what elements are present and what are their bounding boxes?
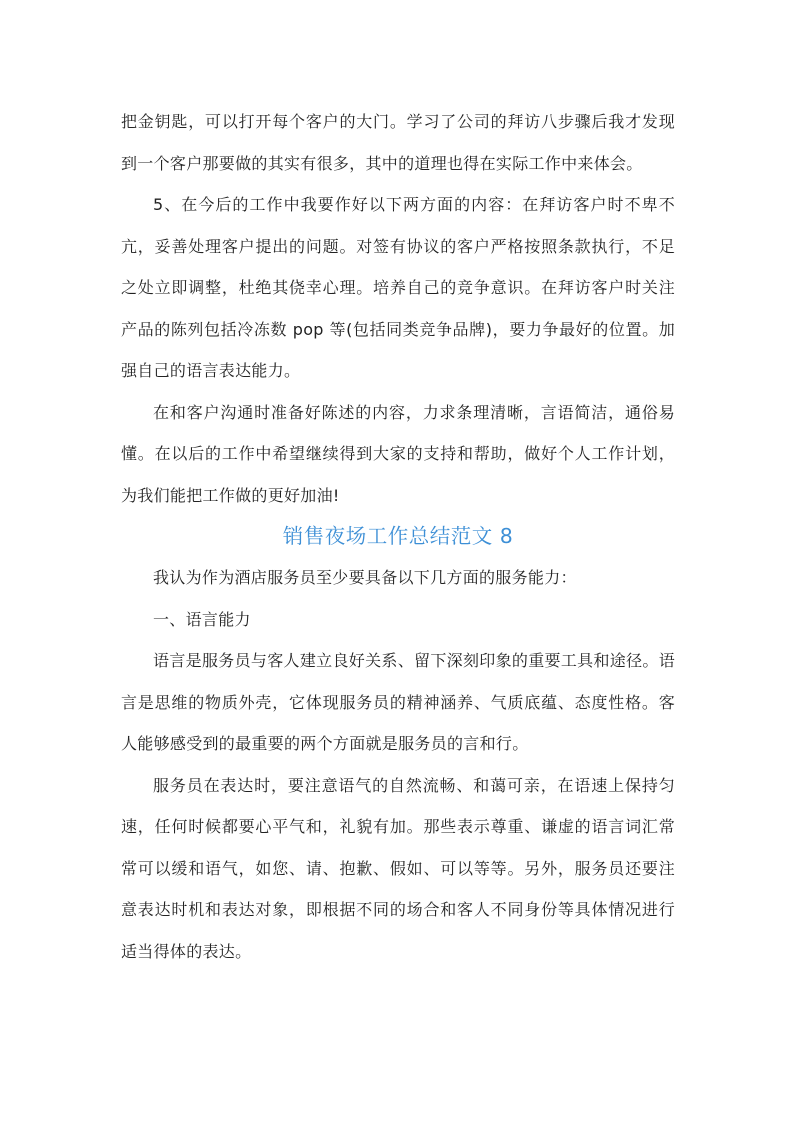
paragraph-closing: 在和客户沟通时准备好陈述的内容，力求条理清晰，言语简洁，通俗易懂。在以后的工作中希望继续得到大家的支持和帮助，做好个人工作计划，为我们能把工作做的更好加油! xyxy=(121,402,675,505)
paragraph-intro: 我认为作为酒店服务员至少要具备以下几方面的服务能力： xyxy=(153,568,577,587)
document-body xyxy=(121,101,675,972)
section-heading: 销售夜场工作总结范文 8 xyxy=(282,524,514,548)
paragraph-continuation: 把金钥匙，可以打开每个客户的大门。学习了公司的拜访八步骤后我才发现到一个客户那要做的其实有很多，其中的道理也得在实际工作中来体会。 xyxy=(121,112,675,173)
paragraph-item-5: 5、在今后的工作中我要作好以下两方面的内容：在拜访客户时不卑不亢，妥善处理客户提出的问题。对签有协议的客户严格按照条款执行，不足之处立即调整，杜绝其侥幸心理。培养自己的竞争意识。在拜访客户时关注产品的陈列包括冷冻数 pop 等(包括同类竞争品牌)，要力争最好的位置。加强自己的语言表达能力。 xyxy=(121,195,675,380)
subheading-language-ability: 一、语言能力 xyxy=(153,609,251,629)
paragraph-expression-tips: 服务员在表达时，要注意语气的自然流畅、和蔼可亲，在语速上保持匀速，任何时候都要心平气和，礼貌有加。那些表示尊重、谦虚的语言词汇常常可以缓和语气，如您、请、抱歉、假如、可以等等。另外，服务员还要注意表达时机和表达对象，即根据不同的场合和客人不同身份等具体情况进行适当得体的表达。 xyxy=(121,775,675,961)
paragraph-language-importance: 语言是服务员与客人建立良好关系、留下深刻印象的重要工具和途径。语言是思维的物质外壳，它体现服务员的精神涵养、气质底蕴、态度性格。客人能够感受到的最重要的两个方面就是服务员的言和行。 xyxy=(121,651,675,753)
